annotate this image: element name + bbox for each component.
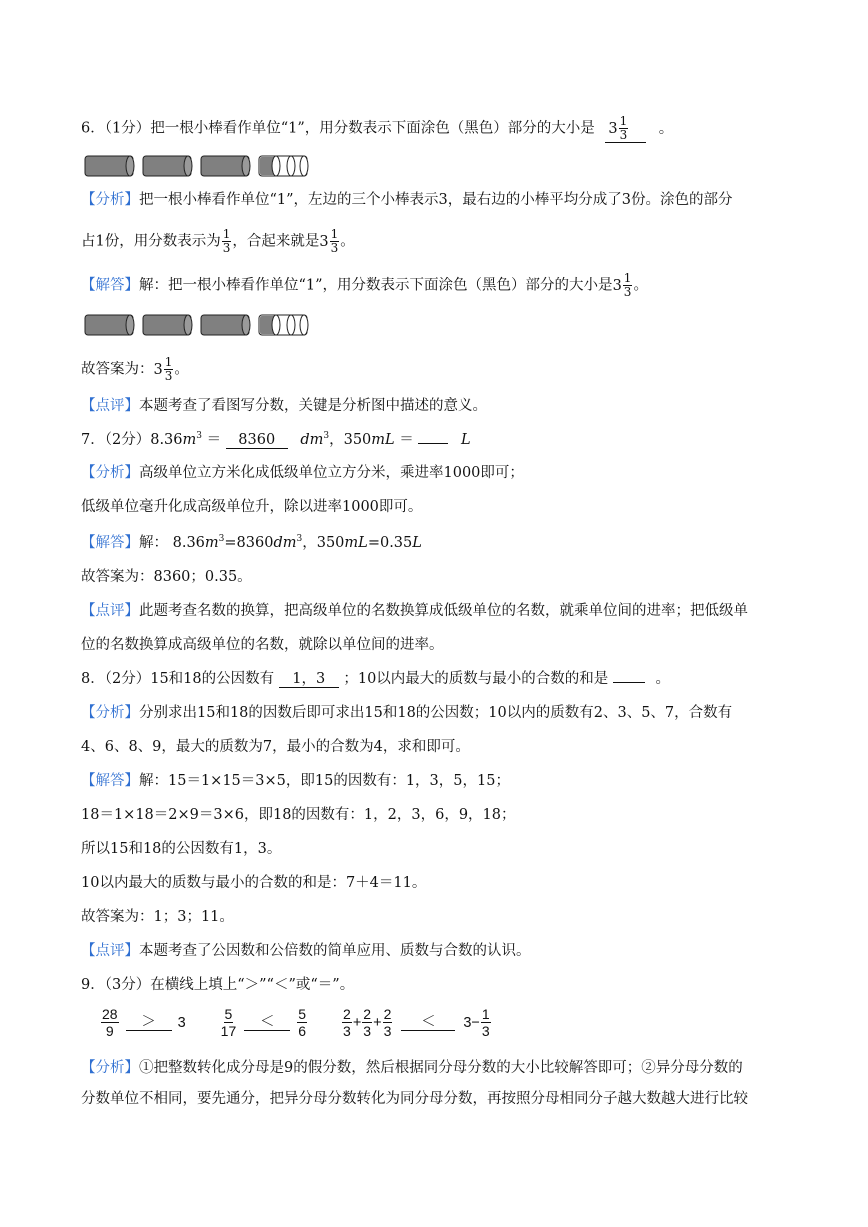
q7-blank-1: 8360 [226, 432, 288, 449]
stick-4-partial [259, 315, 308, 335]
q8-solution-2: 18＝1×18＝2×9＝3×6，即18的因数有：1，2，3，6，9，18； [81, 807, 516, 823]
stick-4-partial [259, 156, 308, 176]
q9-c2-right: $\frac{5}{6}$ [298, 1006, 307, 1039]
q6-analysis-1: 【分析】把一根小棒看作单位“1”，左边的三个小棒表示3，最右边的小棒平均分成了3份。涂色的部分 [81, 192, 733, 208]
q7-analysis-1: 【分析】高级单位立方米化成低级单位立方分米，乘进率1000即可； [81, 465, 524, 481]
stick-figure-2 [84, 313, 314, 337]
q9-c1-blank: ＞ [126, 1014, 172, 1031]
q8-final-answer: 故答案为：1；3；11。 [81, 909, 234, 925]
stick-2 [143, 315, 192, 335]
q7-solution: 【解答】解： $8.36m^3=8360dm^3$，350mL=0.35L [81, 534, 422, 551]
q6-stem: 6．（1分）把一根小棒看作单位“1”，用分数表示下面涂色（黑色）部分的大小是 3 $\frac{1}{3}$ 。 [81, 114, 674, 142]
q9-comparisons: $\frac{28}{9}$ ＞ 3 $\frac{5}{17}$ ＜ $\frac{5}{6}$ $\frac{2}{3}$ + $\frac{2}{3}$ + $\frac{2}{3}$ ＜ 3− $\frac{1}{3}$ [102, 1006, 490, 1039]
q7-blank-2 [418, 443, 448, 444]
q8-blank-2 [613, 682, 645, 683]
q9-stem: 9．（3分）在横线上填上“＞”“＜”或“＝”。 [81, 977, 355, 993]
q8-analysis-2: 4、6、8、9，最大的质数为7，最小的合数为4，求和即可。 [81, 739, 470, 755]
q8-solution-4: 10以内最大的质数与最小的合数的和是：7＋4＝11。 [81, 875, 427, 891]
stick-1 [85, 315, 134, 335]
q7-comment-2: 位的名数换算成高级单位的名数，就除以单位间的进率。 [81, 637, 444, 653]
stick-2 [143, 156, 192, 176]
stick-figure-1 [84, 154, 314, 178]
q9-c3-blank: ＜ [401, 1014, 455, 1031]
q7-stem: 7．（2分）$8.36m^3 = 8360$ $dm^3$，350mL ＝ L [81, 431, 471, 448]
q9-c2-left: $\frac{5}{17}$ [220, 1006, 237, 1039]
q7-analysis-2: 低级单位毫升化成高级单位升，除以进率1000即可。 [81, 499, 423, 515]
q8-comment: 【点评】本题考查了公因数和公倍数的简单应用、质数与合数的认识。 [81, 943, 531, 959]
q8-blank-1: 1，3 [279, 671, 339, 688]
q9-c1-left: $\frac{28}{9}$ [102, 1006, 118, 1039]
q7-final-answer: 故答案为：8360；0.35。 [81, 569, 252, 585]
q6-analysis-2: 占1份，用分数表示为 $\frac{1}{3}$ ，合起来就是 3 $\frac{1}{3}$ 。 [81, 227, 355, 255]
q9-c2-blank: ＜ [244, 1014, 290, 1031]
q8-stem: 8．（2分）15和18的公因数有 1，3 ；10以内最大的质数与最小的合数的和是 。 [81, 671, 671, 687]
q6-answer-blank: 3 $\frac{1}{3}$ [605, 115, 646, 143]
stick-3 [201, 156, 250, 176]
q7-comment-1: 【点评】此题考查名数的换算，把高级单位的名数换算成低级单位的名数，就乘单位间的进率；把低级单 [81, 603, 748, 619]
q6-final-answer: 故答案为： 3 $\frac{1}{3}$ 。 [81, 355, 189, 383]
q6-comment: 【点评】本题考查了看图写分数，关键是分析图中描述的意义。 [81, 398, 487, 414]
q8-solution-1: 【解答】解：15＝1×15＝3×5，即15的因数有：1，3，5，15； [81, 773, 510, 789]
stick-1 [85, 156, 134, 176]
q9-analysis-2: 分数单位不相同，要先通分，把异分母分数转化为同分母分数，再按照分母相同分子越大数越大进行比较 [81, 1091, 748, 1107]
q8-solution-3: 所以15和18的公因数有1，3。 [81, 841, 282, 857]
q6-solution: 【解答】解：把一根小棒看作单位“1”，用分数表示下面涂色（黑色）部分的大小是 3 $\frac{1}{3}$ 。 [81, 271, 648, 299]
q8-analysis-1: 【分析】分别求出15和18的因数后即可求出15和18的公因数；10以内的质数有2、3、5、7，合数有 [81, 705, 733, 721]
q9-analysis-1: 【分析】①把整数转化成分母是9的假分数，然后根据同分母分数的大小比较解答即可；②异分母分数的 [81, 1060, 743, 1076]
stick-3 [201, 315, 250, 335]
